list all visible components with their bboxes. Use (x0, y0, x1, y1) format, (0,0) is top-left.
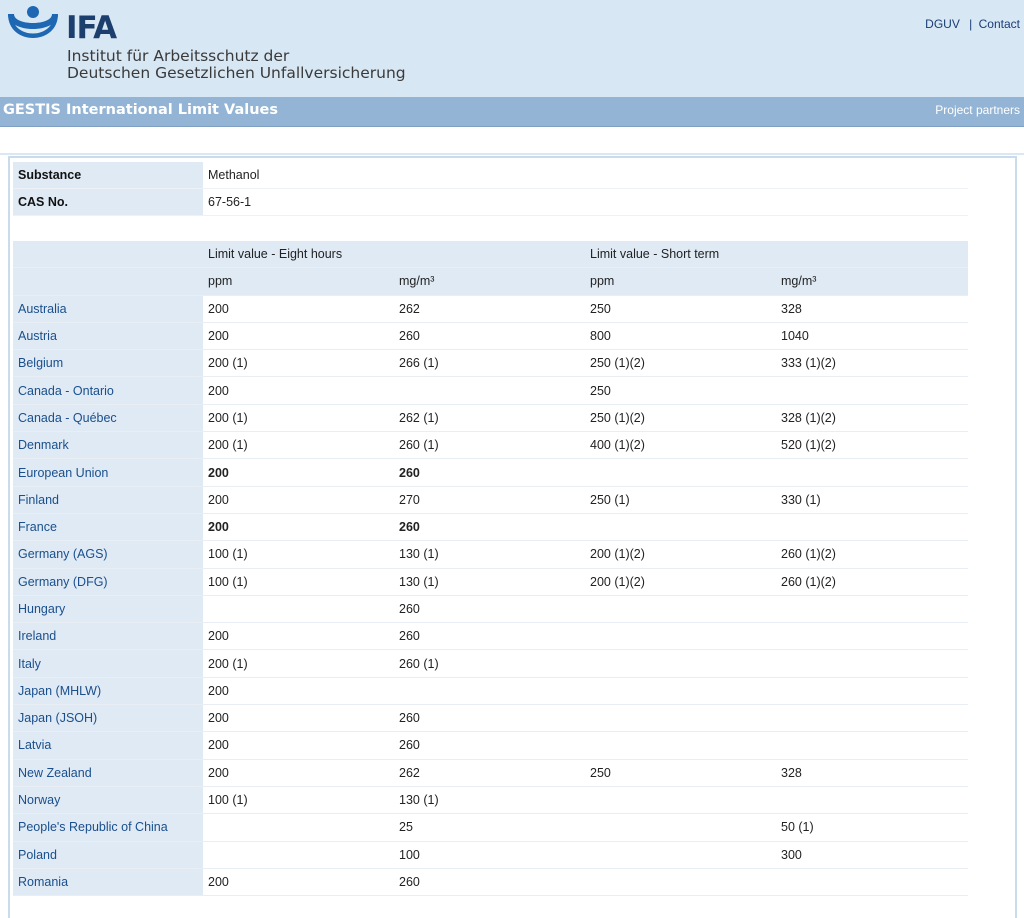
logo-line-2: Deutschen Gesetzlichen Unfallversicherung (67, 64, 406, 82)
mg-eight-hours-cell: 262 (394, 295, 585, 322)
mg-short-term-cell: 520 (1)(2) (776, 432, 968, 459)
ppm-eight-hours-cell: 200 (1) (203, 432, 394, 459)
mg-short-term-cell (776, 786, 968, 813)
country-link[interactable]: Poland (13, 841, 203, 868)
unit-mg-eight: mg/m³ (394, 268, 585, 295)
mg-short-term-cell: 330 (1) (776, 486, 968, 513)
ppm-eight-hours-cell: 100 (1) (203, 568, 394, 595)
mg-short-term-cell: 50 (1) (776, 814, 968, 841)
country-link[interactable]: Germany (AGS) (13, 541, 203, 568)
country-link[interactable]: Japan (JSOH) (13, 705, 203, 732)
ppm-short-term-cell: 250 (1)(2) (585, 404, 776, 431)
country-link[interactable]: New Zealand (13, 759, 203, 786)
ppm-eight-hours-cell: 200 (203, 732, 394, 759)
link-separator: | (969, 17, 973, 31)
country-link[interactable]: Norway (13, 786, 203, 813)
country-link[interactable]: Romania (13, 868, 203, 895)
table-row (13, 295, 968, 322)
country-link[interactable]: Hungary (13, 595, 203, 622)
ppm-short-term-cell (585, 786, 776, 813)
mg-short-term-cell (776, 623, 968, 650)
country-link[interactable]: European Union (13, 459, 203, 486)
country-link[interactable]: Canada - Ontario (13, 377, 203, 404)
mg-eight-hours-cell: 262 (394, 759, 585, 786)
ppm-short-term-cell (585, 595, 776, 622)
ppm-eight-hours-cell: 200 (203, 377, 394, 404)
country-link[interactable]: Canada - Québec (13, 404, 203, 431)
country-link[interactable]: Austria (13, 322, 203, 349)
mg-short-term-cell (776, 705, 968, 732)
title-bar (0, 97, 1024, 127)
header-empty (13, 268, 203, 295)
mg-short-term-cell: 300 (776, 841, 968, 868)
mg-eight-hours-cell (394, 677, 585, 704)
contact-link[interactable]: Contact (978, 17, 1020, 31)
table-row (13, 786, 968, 813)
table-row (13, 650, 968, 677)
mg-short-term-cell (776, 377, 968, 404)
table-row (13, 377, 968, 404)
ppm-short-term-cell: 200 (1)(2) (585, 541, 776, 568)
mg-short-term-cell: 333 (1)(2) (776, 350, 968, 377)
dguv-link[interactable]: DGUV (925, 17, 960, 31)
mg-eight-hours-cell: 130 (1) (394, 786, 585, 813)
mg-short-term-cell (776, 732, 968, 759)
ppm-short-term-cell (585, 677, 776, 704)
mg-eight-hours-cell: 260 (394, 322, 585, 349)
mg-eight-hours-cell: 260 (394, 705, 585, 732)
ifa-logo-icon[interactable] (6, 6, 60, 46)
table-row (13, 459, 968, 486)
unit-ppm-short: ppm (585, 268, 776, 295)
ppm-eight-hours-cell: 200 (203, 677, 394, 704)
table-row (13, 513, 968, 540)
mg-short-term-cell (776, 650, 968, 677)
ppm-eight-hours-cell (203, 814, 394, 841)
mg-eight-hours-cell: 260 (394, 595, 585, 622)
mg-eight-hours-cell: 100 (394, 841, 585, 868)
mg-short-term-cell: 260 (1)(2) (776, 541, 968, 568)
ppm-short-term-cell (585, 868, 776, 895)
country-link[interactable]: Japan (MHLW) (13, 677, 203, 704)
mg-eight-hours-cell: 130 (1) (394, 541, 585, 568)
group-eight-hours: Limit value - Eight hours (203, 241, 585, 268)
mg-short-term-cell: 328 (1)(2) (776, 404, 968, 431)
ppm-short-term-cell: 250 (585, 759, 776, 786)
ppm-eight-hours-cell: 200 (203, 295, 394, 322)
mg-eight-hours-cell: 260 (394, 513, 585, 540)
ppm-short-term-cell (585, 705, 776, 732)
header-empty (13, 241, 203, 268)
ppm-eight-hours-cell: 200 (203, 459, 394, 486)
logo-abbrev[interactable]: IFA (66, 10, 117, 46)
country-link[interactable]: France (13, 513, 203, 540)
unit-ppm-eight: ppm (203, 268, 394, 295)
table-row (13, 623, 968, 650)
table-row (13, 350, 968, 377)
mg-eight-hours-cell: 262 (1) (394, 404, 585, 431)
ppm-short-term-cell: 250 (585, 295, 776, 322)
limit-values-table (13, 241, 968, 896)
table-row (13, 705, 968, 732)
country-link[interactable]: Latvia (13, 732, 203, 759)
mg-short-term-cell (776, 868, 968, 895)
table-row (13, 841, 968, 868)
project-partners-link[interactable]: Project partners (935, 103, 1020, 117)
mg-short-term-cell: 328 (776, 759, 968, 786)
mg-eight-hours-cell: 25 (394, 814, 585, 841)
ppm-eight-hours-cell (203, 841, 394, 868)
ppm-eight-hours-cell: 200 (203, 705, 394, 732)
mg-short-term-cell: 1040 (776, 322, 968, 349)
ppm-eight-hours-cell: 200 (203, 868, 394, 895)
mg-eight-hours-cell: 260 (1) (394, 650, 585, 677)
group-short-term: Limit value - Short term (585, 241, 968, 268)
ppm-short-term-cell: 250 (585, 377, 776, 404)
mg-short-term-cell: 260 (1)(2) (776, 568, 968, 595)
table-row (13, 595, 968, 622)
table-row (13, 486, 968, 513)
country-link[interactable]: Finland (13, 486, 203, 513)
ppm-eight-hours-cell: 200 (203, 486, 394, 513)
country-link[interactable]: People's Republic of China (13, 814, 203, 841)
mg-short-term-cell (776, 459, 968, 486)
country-link[interactable]: Australia (13, 295, 203, 322)
mg-eight-hours-cell: 130 (1) (394, 568, 585, 595)
mg-eight-hours-cell: 260 (394, 732, 585, 759)
country-link[interactable]: Belgium (13, 350, 203, 377)
ppm-short-term-cell: 400 (1)(2) (585, 432, 776, 459)
mg-eight-hours-cell: 260 (1) (394, 432, 585, 459)
country-link[interactable]: Ireland (13, 623, 203, 650)
mg-eight-hours-cell (394, 377, 585, 404)
top-links (925, 17, 1020, 31)
country-link[interactable]: Germany (DFG) (13, 568, 203, 595)
table-row (13, 868, 968, 895)
ppm-eight-hours-cell: 200 (1) (203, 350, 394, 377)
mg-eight-hours-cell: 266 (1) (394, 350, 585, 377)
table-row (13, 677, 968, 704)
ppm-short-term-cell (585, 650, 776, 677)
table-row (13, 568, 968, 595)
table-row (13, 814, 968, 841)
cas-row (13, 189, 968, 216)
mg-short-term-cell: 328 (776, 295, 968, 322)
ppm-short-term-cell: 800 (585, 322, 776, 349)
page-title: GESTIS International Limit Values (3, 102, 278, 118)
unit-header-row (13, 268, 968, 295)
table-row (13, 432, 968, 459)
spacer-bar (0, 127, 1024, 155)
substance-row (13, 162, 968, 189)
cas-value: 67-56-1 (203, 189, 968, 216)
ppm-eight-hours-cell: 200 (1) (203, 650, 394, 677)
ppm-eight-hours-cell (203, 595, 394, 622)
country-link[interactable]: Denmark (13, 432, 203, 459)
ppm-eight-hours-cell: 200 (1) (203, 404, 394, 431)
mg-short-term-cell (776, 677, 968, 704)
table-row (13, 541, 968, 568)
ppm-eight-hours-cell: 200 (203, 623, 394, 650)
mg-eight-hours-cell: 260 (394, 868, 585, 895)
table-row (13, 322, 968, 349)
limit-rows (13, 295, 968, 896)
ppm-eight-hours-cell: 200 (203, 513, 394, 540)
mg-eight-hours-cell: 260 (394, 459, 585, 486)
ppm-eight-hours-cell: 100 (1) (203, 541, 394, 568)
ppm-eight-hours-cell: 200 (203, 759, 394, 786)
ppm-short-term-cell (585, 732, 776, 759)
logo-line-1: Institut für Arbeitsschutz der (67, 47, 290, 65)
substance-label: Substance (13, 162, 203, 189)
ppm-eight-hours-cell: 200 (203, 322, 394, 349)
unit-mg-short: mg/m³ (776, 268, 968, 295)
table-row (13, 404, 968, 431)
ppm-short-term-cell (585, 513, 776, 540)
substance-value: Methanol (203, 162, 968, 189)
mg-eight-hours-cell: 260 (394, 623, 585, 650)
substance-info-table (13, 162, 968, 216)
ppm-short-term-cell (585, 459, 776, 486)
ppm-short-term-cell (585, 841, 776, 868)
ppm-short-term-cell: 200 (1)(2) (585, 568, 776, 595)
ppm-short-term-cell: 250 (1) (585, 486, 776, 513)
mg-short-term-cell (776, 595, 968, 622)
site-header (0, 0, 1024, 97)
cas-label: CAS No. (13, 189, 203, 216)
mg-short-term-cell (776, 513, 968, 540)
group-header-row (13, 241, 968, 268)
ppm-eight-hours-cell: 100 (1) (203, 786, 394, 813)
table-row (13, 759, 968, 786)
country-link[interactable]: Italy (13, 650, 203, 677)
table-row (13, 732, 968, 759)
ppm-short-term-cell (585, 623, 776, 650)
ppm-short-term-cell (585, 814, 776, 841)
mg-eight-hours-cell: 270 (394, 486, 585, 513)
ppm-short-term-cell: 250 (1)(2) (585, 350, 776, 377)
